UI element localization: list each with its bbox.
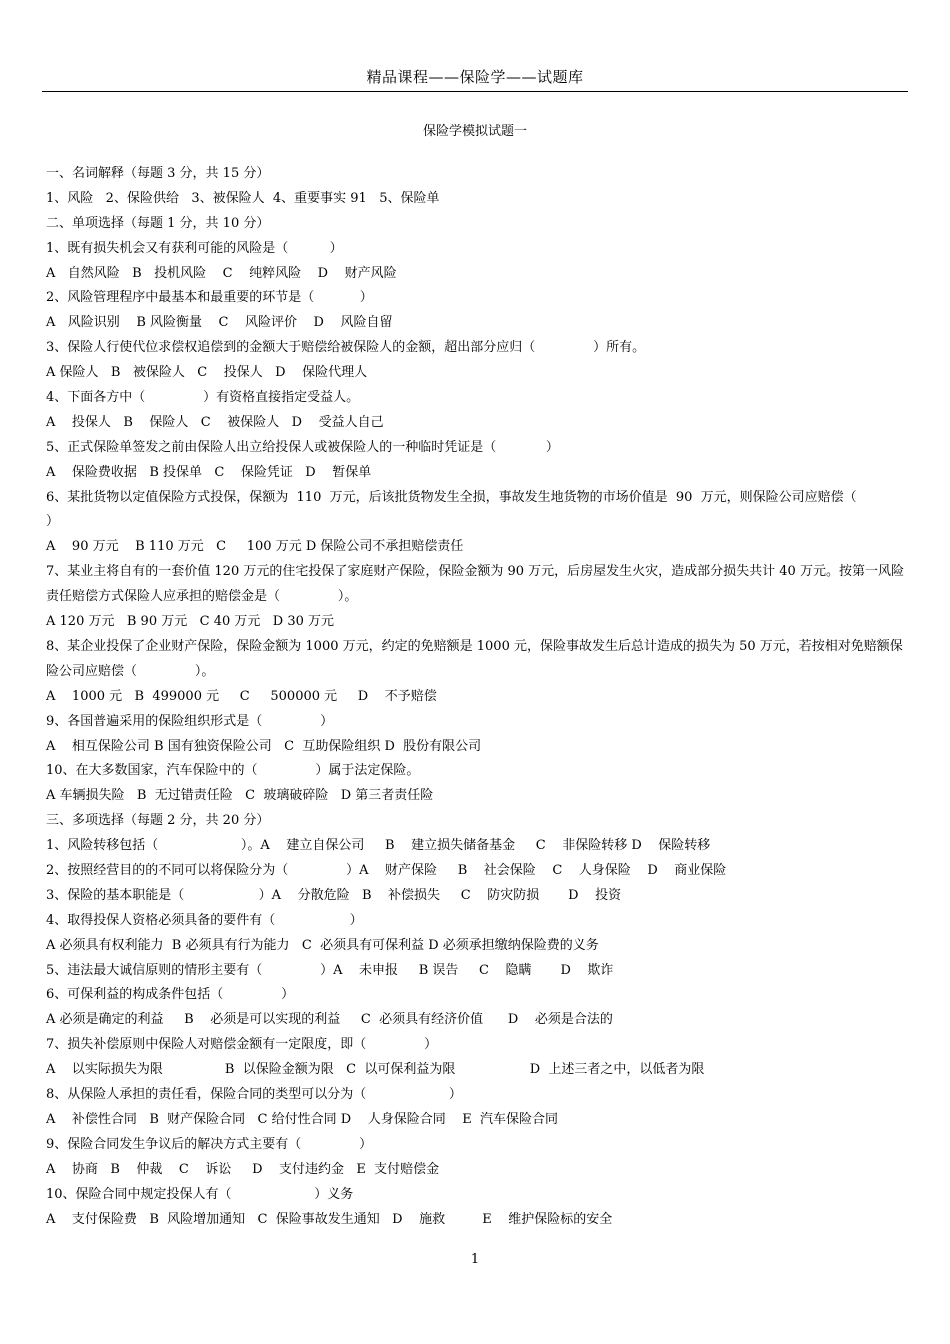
document-line: 10、在大多数国家，汽车保险中的（ ）属于法定保险。 — [46, 763, 420, 779]
document-line: A 90 万元 B 110 万元 C 100 万元 D 保险公司不承担赔偿责任 — [46, 539, 464, 555]
document-line: A 1000 元 B 499000 元 C 500000 元 D 不予赔偿 — [46, 688, 437, 704]
page-number: 1 — [470, 1252, 480, 1267]
document-line: A 风险识别 B 风险衡量 C 风险评价 D 风险自留 — [46, 315, 393, 331]
document-line: 9、各国普遍采用的保险组织形式是（ ） — [46, 713, 334, 729]
document-line: 8、从保险人承担的责任看，保险合同的类型可以分为（ ） — [46, 1087, 462, 1103]
document-line: 1、风险 2、保险供给 3、被保险人 4、重要事实 91 5、保险单 — [46, 190, 440, 206]
running-header: 精品课程——保险学——试题库 — [366, 68, 584, 86]
document-line: 二、单项选择（每题 1 分，共 10 分） — [46, 215, 270, 231]
document-line: 5、正式保险单签发之前由保险人出立给投保人或被保险人的一种临时凭证是（ ） — [46, 439, 559, 455]
document-line: A 补偿性合同 B 财产保险合同 C 给付性合同 D 人身保险合同 E 汽车保险合同 — [46, 1111, 558, 1127]
header-rule — [42, 91, 908, 92]
document-line: 一、名词解释（每题 3 分，共 15 分） — [46, 166, 270, 181]
document-line: 1、既有损失机会又有获利可能的风险是（ ） — [46, 240, 343, 256]
document-line: 2、风险管理程序中最基本和最重要的环节是（ ） — [46, 290, 373, 306]
document-line: 9、保险合同发生争议后的解决方式主要有（ ） — [46, 1136, 373, 1152]
document-line: 8、某企业投保了企业财产保险，保险金额为 1000 万元，约定的免赔额是 1000 元，保险事故发生后总计造成的损失为 50 万元，若按相对免赔额保险公司应赔偿（ ）。 — [46, 638, 903, 679]
document-line: 3、保险人行使代位求偿权追偿到的金额大于赔偿给被保险人的金额，超出部分应归（ ）所有。 — [46, 340, 646, 356]
document-line: 4、下面各方中（ ）有资格直接指定受益人。 — [46, 390, 360, 406]
document-line: 三、多项选择（每题 2 分，共 20 分） — [46, 813, 270, 829]
document-line: 10、保险合同中规定投保人有（ ）义务 — [46, 1186, 354, 1202]
document-line: A 协商 B 仲裁 C 诉讼 D 支付违约金 E 支付赔偿金 — [46, 1161, 440, 1177]
document-line: A 自然风险 B 投机风险 C 纯粹风险 D 财产风险 — [46, 265, 397, 281]
document-line: 6、可保利益的构成条件包括（ ） — [46, 987, 295, 1003]
document-line: A 相互保险公司 B 国有独资保险公司 C 互助保险组织 D 股份有限公司 — [46, 738, 482, 754]
document-line: 4、取得投保人资格必须具备的要件有（ ） — [46, 912, 363, 928]
document-line: A 必须是确定的利益 B 必须是可以实现的利益 C 必须具有经济价值 D 必须是合法的 — [46, 1012, 613, 1028]
document-line: 2、按照经营目的的不同可以将保险分为（ ）A 财产保险 B 社会保险 C 人身保险 D 商业保险 — [46, 863, 727, 879]
document-line: 1、风险转移包括（ ）。A 建立自保公司 B 建立损失储备基金 C 非保险转移 D 保险转移 — [46, 838, 711, 854]
document-line: A 120 万元 B 90 万元 C 40 万元 D 30 万元 — [46, 614, 334, 630]
document-title: 保险学模拟试题一 — [422, 124, 527, 139]
document-line: A 保险费收据 B 投保单 C 保险凭证 D 暂保单 — [46, 464, 372, 480]
document-line: 5、违法最大诚信原则的情形主要有（ ）A 未申报 B 误告 C 隐瞒 D 欺诈 — [46, 962, 614, 978]
document-line: 6、某批货物以定值保险方式投保，保额为 110 万元，后该批货物发生全损，事故发生地货物的市场价值是 90 万元，则保险公司应赔偿（ ） — [46, 489, 923, 530]
document-line: A 以实际损失为限 B 以保险金额为限 C 以可保利益为限 D 上述三者之中，以低者为限 — [46, 1062, 705, 1078]
document-line: A 投保人 B 保险人 C 被保险人 D 受益人自己 — [46, 414, 384, 430]
document-line: 7、损失补偿原则中保险人对赔偿金额有一定限度，即（ ） — [46, 1037, 438, 1053]
document-line: A 支付保险费 B 风险增加通知 C 保险事故发生通知 D 施救 E 维护保险标的安全 — [46, 1211, 613, 1227]
document-line: 3、保险的基本职能是（ ）A 分散危险 B 补偿损失 C 防灾防损 D 投资 — [46, 887, 622, 903]
document-body — [46, 162, 923, 1232]
document-line: A 必须具有权利能力 B 必须具有行为能力 C 必须具有可保利益 D 必须承担缴纳保险费的义务 — [46, 937, 599, 953]
document-line: A 车辆损失险 B 无过错责任险 C 玻璃破碎险 D 第三者责任险 — [46, 788, 434, 804]
document-line: A 保险人 B 被保险人 C 投保人 D 保险代理人 — [46, 365, 368, 381]
document-line: 7、某业主将自有的一套价值 120 万元的住宅投保了家庭财产保险，保险金额为 90 万元，后房屋发生火灾，造成部分损失共计 40 万元。按第一风险责任赔偿方式保险人应承担的赔偿金是（ ）。 — [46, 564, 904, 605]
